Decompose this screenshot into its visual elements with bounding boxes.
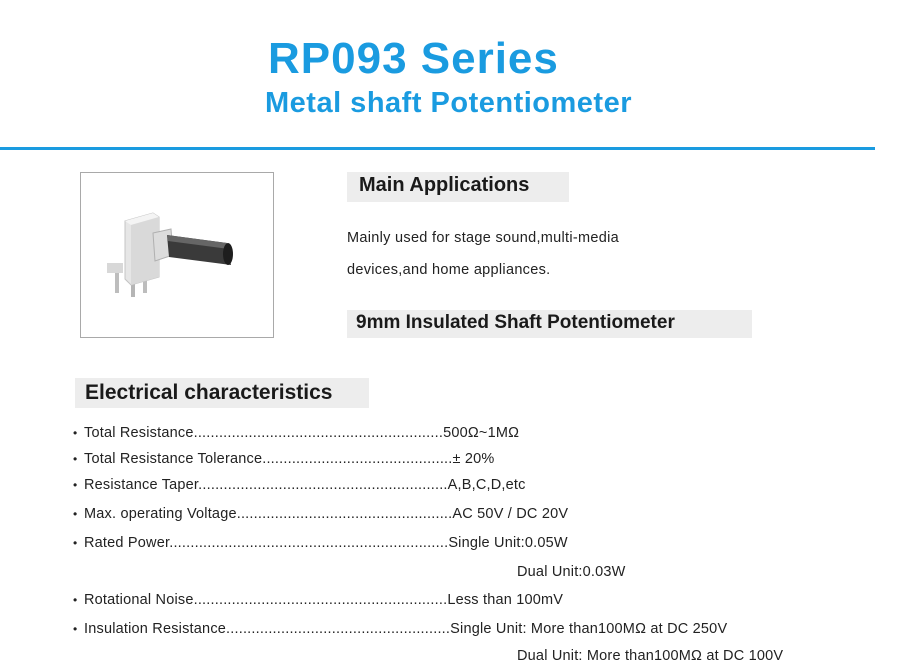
spec-label: Total Resistance Tolerance............................................. — [84, 451, 453, 467]
insulated-shaft-heading: 9mm Insulated Shaft Potentiometer — [347, 310, 752, 338]
spec-label: Resistance Taper........................................................... — [84, 477, 448, 493]
spec-rated-power-dual: Dual Unit:0.03W — [517, 564, 626, 580]
spec-row-rated-power — [73, 535, 568, 551]
spec-value: AC 50V / DC 20V — [452, 506, 569, 522]
main-applications-heading: Main Applications — [347, 172, 569, 202]
bullet-icon: • — [73, 507, 78, 521]
spec-label: Total Resistance........................................................... — [84, 425, 444, 441]
bullet-icon: • — [73, 622, 78, 636]
potentiometer-photo-icon — [81, 173, 273, 337]
spec-label: Rated Power.................................................................. — [84, 535, 449, 551]
applications-line-2: devices,and home appliances. — [347, 262, 551, 278]
spec-label: Max. operating Voltage................................................... — [84, 506, 453, 522]
applications-line-1: Mainly used for stage sound,multi-media — [347, 230, 620, 246]
spec-row-tolerance — [73, 451, 495, 467]
electrical-characteristics-heading: Electrical characteristics — [75, 378, 369, 408]
spec-row-total-resistance — [73, 425, 519, 441]
spec-row-noise — [73, 592, 563, 608]
spec-row-taper — [73, 477, 526, 493]
spec-value: ± 20% — [452, 451, 495, 467]
bullet-icon: • — [73, 452, 78, 466]
spec-row-insulation — [73, 621, 727, 637]
spec-value: Single Unit: More than100MΩ at DC 250V — [450, 621, 728, 637]
bullet-icon: • — [73, 478, 78, 492]
spec-row-voltage — [73, 506, 568, 522]
page-subtitle: Metal shaft Potentiometer — [265, 87, 632, 119]
bullet-icon: • — [73, 426, 78, 440]
spec-label: Insulation Resistance..................................................... — [84, 621, 451, 637]
bullet-icon: • — [73, 536, 78, 550]
spec-insulation-dual: Dual Unit: More than100MΩ at DC 100V — [517, 648, 784, 664]
spec-value: 500Ω~1MΩ — [443, 425, 520, 441]
bullet-icon: • — [73, 593, 78, 607]
spec-label: Rotational Noise............................................................ — [84, 592, 448, 608]
page-title: RP093 Series — [268, 34, 559, 83]
spec-value: Single Unit:0.05W — [448, 535, 568, 551]
spec-value: A,B,C,D,etc — [447, 477, 526, 493]
header-divider — [0, 147, 875, 150]
product-photo — [80, 172, 274, 338]
spec-value: Less than 100mV — [447, 592, 564, 608]
